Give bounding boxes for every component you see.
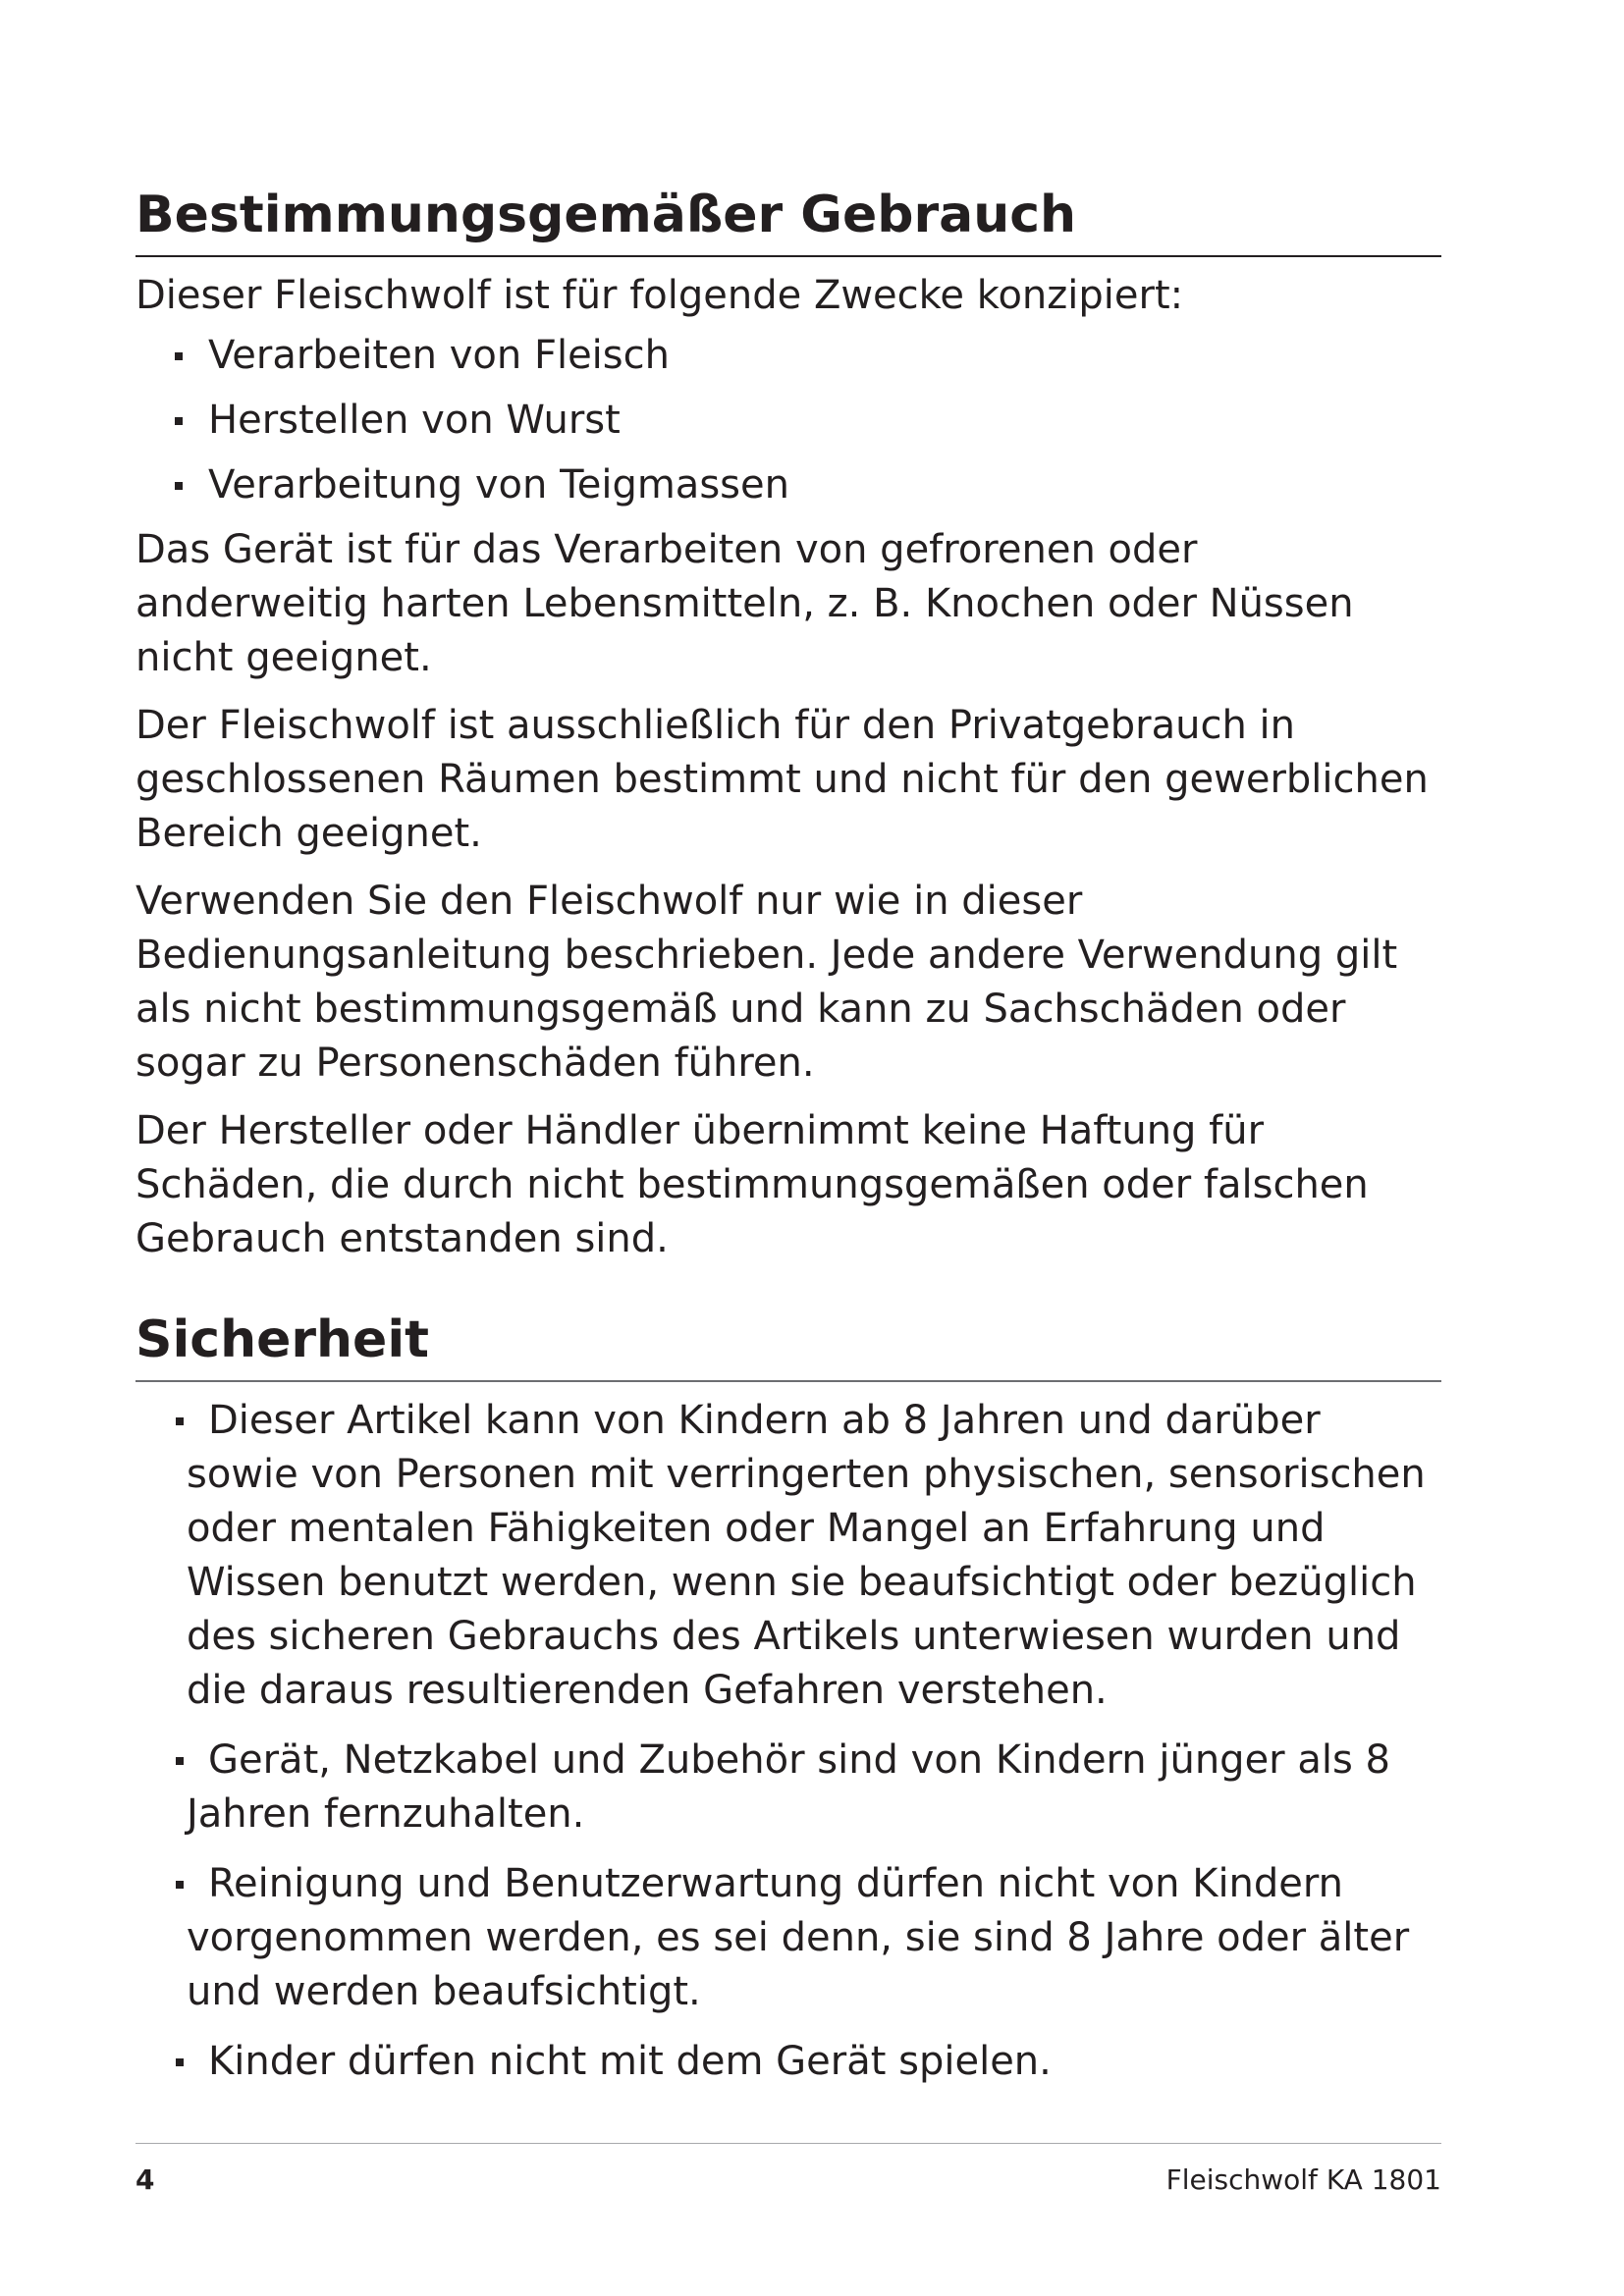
page-footer [135, 2143, 1441, 2196]
paragraph-not-suitable: Das Gerät ist für das Verarbeiten von gefrorenen oder anderweitig harten Lebensmitteln, z. B. Knochen oder Nüssen nicht geeignet. [135, 527, 1354, 680]
list-item: Gerät, Netzkabel und Zubehör sind von Kindern jünger als 8 Jahren fernzuhalten. [135, 1734, 1441, 1842]
paragraph-private-use: Der Fleischwolf ist ausschließlich für den Privatgebrauch in geschlossenen Räumen bestimmt und nicht für den gewerblichen Bereich geeignet. [135, 703, 1429, 856]
bullet-square-icon [176, 1417, 184, 1425]
page-content [135, 185, 1441, 2105]
bullet-square-icon [176, 2058, 184, 2066]
list-item: Verarbeitung von Teigmassen [135, 458, 1441, 512]
section-divider [135, 1380, 1441, 1382]
section-title-safety: Sicherheit [135, 1310, 429, 1369]
list-item: Herstellen von Wurst [135, 394, 1441, 448]
safety-list [135, 1394, 1441, 2089]
bullet-square-icon [176, 1757, 184, 1765]
paragraph-usage-instructions: Verwenden Sie den Fleischwolf nur wie in dieser Bedienungsanleitung beschrieben. Jede andere Verwendung gilt als nicht bestimmungsgemäß und kann zu Sachschäden oder sogar zu Personenschäden führen. [135, 879, 1398, 1086]
section-divider [135, 255, 1441, 257]
footer-divider [135, 2143, 1441, 2144]
intended-use-lead: Dieser Fleischwolf ist für folgende Zwecke konzipiert: [135, 273, 1184, 318]
paragraph-liability: Der Hersteller oder Händler übernimmt keine Haftung für Schäden, die durch nicht bestimmungsgemäßen oder falschen Gebrauch entstanden sind. [135, 1108, 1369, 1261]
section-title-intended-use: Bestimmungsgemäßer Gebrauch [135, 186, 1077, 244]
list-item: Dieser Artikel kann von Kindern ab 8 Jahren und darüber sowie von Personen mit verringerten physischen, sensorischen oder mentalen Fähigkeiten oder Mangel an Erfahrung und Wissen benutzt werden, wenn sie beaufsichtigt oder bezüglich des sicheren Gebrauchs des Artikels unterwiesen wurden und die daraus resultierenden Gefahren verstehen. [135, 1394, 1441, 1718]
purpose-list [135, 329, 1441, 512]
bullet-square-icon [175, 352, 183, 360]
footer-row [135, 2163, 1441, 2196]
list-item: Verarbeiten von Fleisch [135, 329, 1441, 383]
bullet-square-icon [175, 482, 183, 490]
page-number: 4 [135, 2163, 155, 2196]
bullet-square-icon [176, 1881, 184, 1889]
bullet-square-icon [175, 417, 183, 425]
list-item: Kinder dürfen nicht mit dem Gerät spielen. [135, 2035, 1441, 2089]
list-item: Reinigung und Benutzerwartung dürfen nicht von Kindern vorgenommen werden, es sei denn, sie sind 8 Jahre oder älter und werden beaufsichtigt. [135, 1857, 1441, 2019]
product-name: Fleischwolf KA 1801 [1165, 2163, 1441, 2196]
